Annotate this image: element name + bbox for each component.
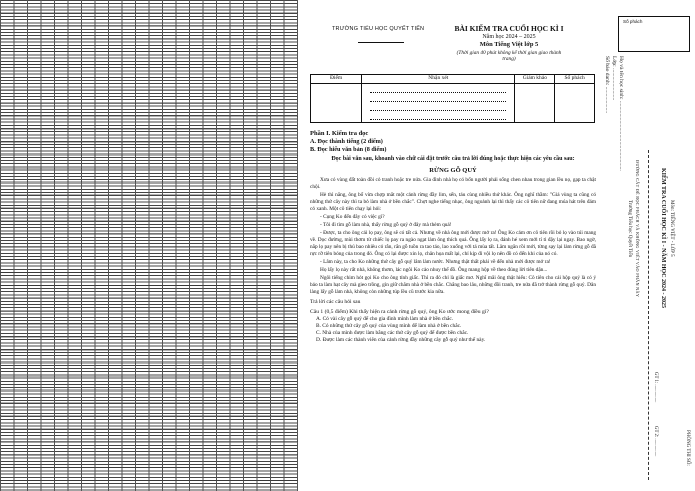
header-stub [604, 0, 695, 491]
part-heading: Phần I. Kiểm tra đọc [310, 130, 369, 137]
exam-room-label: PHÒNG THI SỐ: [685, 430, 690, 466]
comment-line [370, 113, 506, 120]
score-cell[interactable] [311, 84, 362, 123]
candidate-number-field[interactable]: Số báo danh: ................... [604, 56, 610, 114]
exam-time: (Thời gian 40 phút không kể thời gian giao thành trang) [456, 49, 562, 63]
cut-line-note: ĐƯỜNG CẮT ĐỂ RỌC PHÁCH VÀ KHÔNG VIẾT VÀO PHẦN NÀY [635, 160, 640, 298]
answer-option-c[interactable]: C. Nhà của mình được làm bằng các thứ cây gỗ quý để được bền chắc. [316, 330, 469, 337]
story-paragraph: Hè thì nắng, ông bố vừa chợp mắt một cảnh rừng đầy lim, sến, táu cùng nhiều thứ khác. Ông nghĩ thầm: "Giá vùng ta cũng có những thứ cây này thì ta bỏ làm nhà ở bền chắc". Chợt nghe tiếng nhạc, ông ngoảnh lại thì thấy các cô tiên nữ đang múa hát trên đám cỏ xanh. Một cô tiên chạy lại hỏi: [310, 192, 596, 213]
story-paragraph: Họ lấy lọ này rất nhà, không thơm, lác ngôi Ko cảo nhuy thế đồ. Ông mang hộp về theo đúng lời tiên dặn... [320, 266, 548, 273]
story-paragraph: - Được, ta cho ông cái lọ pay, ông sẽ có tất cả. Nhưng về nhà ông mới được mở ra! Ông Ko cảm ơn cô tiên rồi bỏ lọ vào túi mang về. Dọc đường, mùi thơm từ chiếc lọ pay ra ngào ngạt làm ông thích quá. Ông lấy lọ ra, đánh hé xem mới tí ti đậy lại ngay. Bao ngờ, nắp lọ pay nên bị thú bao nhiêu cỏ rắn, rắn gỗ tuồn ra tao táo, lao xuống với tá mùa tất. Lâm ngăn rồi mới, từng sạy lại làm rừng gỗ đã rực rỡ tiên bóng của trong đó. Ông có lại được xin lọ, chân họa mất lại, chỉ kịp đi vội lọ nên đồ có đến khi của nó có. [310, 230, 596, 258]
exam-subject: Môn Tiếng Việt lớp 5 [479, 41, 539, 49]
score-header: Điểm [311, 75, 362, 84]
exam-title: BÀI KIỂM TRA CUỐI HỌC KÌ I [454, 24, 564, 33]
story-paragraph: - Lâm này, ta cho Ko những thứ cây gỗ quý lâm làm nước. Nhưng thật thất phải về đến nhà mới được mở ra! [320, 259, 551, 265]
school-name: TRƯỜNG TIỂU HỌC QUYẾT TIẾN [332, 26, 425, 32]
question-1: Câu 1 (0,5 điểm) Khi thấy hiện ra cảnh rừng gỗ quý, ông Ko ước mong điều gì? [310, 309, 489, 316]
story-paragraph: - Cụng Ko đến đây có việc gì? [320, 214, 385, 221]
serial-number-box [618, 16, 690, 52]
story-paragraph: Ngôi tiếng chim hót gọi Ko cho ông tỉnh giấc. Thì ra đó chỉ là giấc mơ. Nghĩ mãi ông thật hiểu: Cô tiên cho cái hộp quý là có ý bảo ta làm hạt cây mà gieo trồng, gìn giữ chăm nhà ở bền chắc. Chẳng bao lâu, những đồi tranh, tre nứa đã trở thành rừng gỗ quý. Dân làng lấy gỗ làm nhà, không còn những túp lều cũ trước kia nữa. [310, 274, 596, 295]
comment-cell[interactable] [362, 84, 515, 123]
section-b: B. Đọc hiểu văn bản (8 điểm) [310, 146, 387, 154]
comment-line [370, 104, 506, 111]
exam-paper [304, 18, 602, 488]
section-a: A. Đọc thành tiếng (2 điểm) [310, 138, 383, 146]
subject-vertical: Môn: TIẾNG VIỆT - LỚP 5 [669, 200, 674, 257]
answer-grid-sheet [0, 0, 298, 491]
examiner-header: Giám khảo [515, 75, 555, 84]
instruction: Đọc bài văn sau, khoanh vào chữ cái đặt trước câu trả lời đúng hoặc thực hiện các yêu cầu sau: [331, 156, 575, 163]
story-title: RỪNG GỖ QUÝ [429, 166, 477, 174]
answer-option-a[interactable]: A. Có vài cây gỗ quý để cho gia đình mình làm nhà ở bền chắc. [316, 316, 454, 323]
story-paragraph: - Tôi đi tìm gỗ làm nhà, thấy rừng gỗ quý ở đây mà thèm quá! [320, 222, 452, 229]
supervisor-1-field[interactable]: GT 1: ............... [653, 372, 658, 403]
comment-header: Nhận xét [362, 75, 515, 84]
exam-content [310, 130, 596, 344]
student-name-field[interactable]: Họ và tên học sinh: .................................................. [618, 56, 624, 171]
class-field[interactable]: Lớp: ....................... [611, 56, 617, 101]
story-paragraph: Xưa có vùng đất toàn đồi cỏ tranh hoặc tre nứa. Gia đình nhà họ có bốn người phải sống chen nhau trong gian lều nọ, gạp ta chật chội. [310, 177, 596, 191]
cut-line [648, 150, 649, 480]
school-underline [358, 42, 404, 43]
serial-number-label: Số phách [623, 19, 643, 24]
comment-line [370, 95, 506, 102]
answer-option-b[interactable]: B. Có những thứ cây gỗ quý của vùng mình để làm nhà ở bền chắc. [316, 323, 462, 330]
comment-line [370, 86, 506, 93]
exam-vertical-title: KIỂM TRA CUỐI HỌC KÌ I - NĂM HỌC 2024 - 2025 [660, 168, 666, 309]
exam-year: Năm học 2024 – 2025 [482, 33, 536, 40]
serial-header: Số phách [555, 75, 595, 84]
examiner-cell[interactable] [515, 84, 555, 123]
exam-heading [454, 24, 564, 63]
serial-cell[interactable] [555, 84, 595, 123]
student-info-fields[interactable] [603, 56, 624, 171]
answer-option-d[interactable]: D. Được làm các thành viên của cảnh rừng đầy những cây gỗ quý như thế này. [316, 336, 486, 343]
questions-intro: Trả lời các câu hỏi sau [310, 298, 361, 305]
score-table [310, 74, 595, 123]
stub-school-name: Trường Tiểu học Quyết Tiến [627, 200, 632, 258]
supervisor-2-field[interactable]: GT 2: ............... [653, 426, 658, 457]
